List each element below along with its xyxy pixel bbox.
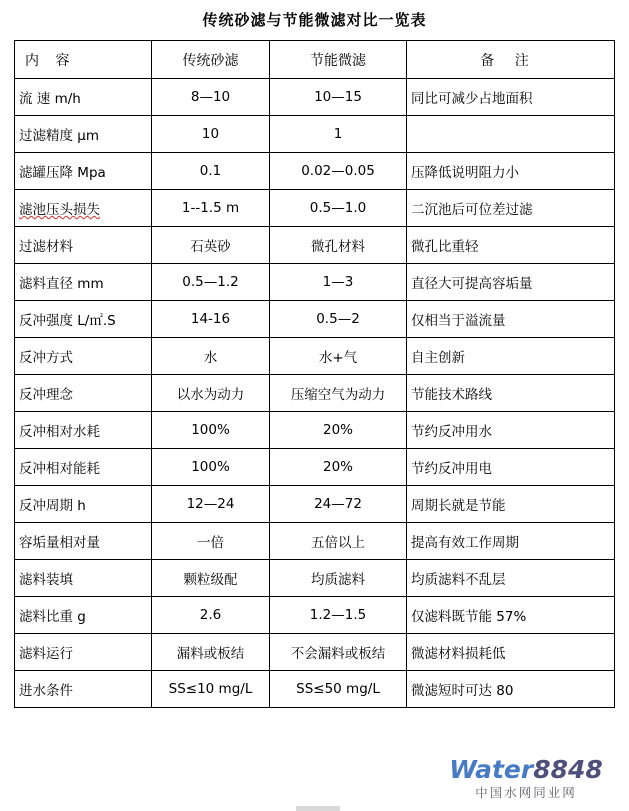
row-remark: 节约反冲用电 <box>407 449 615 486</box>
row-remark: 压降低说明阻力小 <box>407 153 615 190</box>
row-remark: 微滤材料损耗低 <box>407 634 615 671</box>
row-value-microfilter: 1 <box>270 116 407 153</box>
table-row <box>15 449 615 486</box>
row-value-microfilter: 0.02—0.05 <box>270 153 407 190</box>
row-label: 反冲相对水耗 <box>15 412 152 449</box>
table-row <box>15 486 615 523</box>
table-row <box>15 190 615 227</box>
watermark-logo-number: 8848 <box>533 755 603 784</box>
row-value-traditional: 14-16 <box>152 301 270 338</box>
row-value-microfilter: 20% <box>270 412 407 449</box>
row-label: 滤池压头损失 <box>15 190 152 227</box>
bottom-tab-marker <box>296 806 340 811</box>
table-row <box>15 338 615 375</box>
row-value-traditional: 0.5—1.2 <box>152 264 270 301</box>
watermark-logo <box>431 757 621 782</box>
row-value-microfilter: 1.2—1.5 <box>270 597 407 634</box>
row-value-microfilter: 0.5—2 <box>270 301 407 338</box>
watermark <box>431 757 621 801</box>
row-remark <box>407 116 615 153</box>
row-value-traditional: 2.6 <box>152 597 270 634</box>
row-value-microfilter: 10—15 <box>270 79 407 116</box>
row-label: 容垢量相对量 <box>15 523 152 560</box>
row-value-microfilter: SS≤50 mg/L <box>270 671 407 708</box>
row-label: 滤料比重 g <box>15 597 152 634</box>
table-row <box>15 301 615 338</box>
row-value-traditional: 12—24 <box>152 486 270 523</box>
row-value-traditional: 100% <box>152 449 270 486</box>
table-row <box>15 79 615 116</box>
table-row <box>15 227 615 264</box>
row-value-traditional: 漏料或板结 <box>152 634 270 671</box>
watermark-subtitle: 中国水网同业网 <box>475 785 577 800</box>
row-label: 反冲强度 L/㎡.S <box>15 301 152 338</box>
row-label: 滤罐压降 Mpa <box>15 153 152 190</box>
table-row <box>15 412 615 449</box>
table-row <box>15 597 615 634</box>
row-label: 反冲理念 <box>15 375 152 412</box>
row-value-microfilter: 不会漏料或板结 <box>270 634 407 671</box>
watermark-logo-word: Water <box>449 755 534 784</box>
row-label: 过滤材料 <box>15 227 152 264</box>
table-row <box>15 634 615 671</box>
row-label: 滤料装填 <box>15 560 152 597</box>
row-label: 滤料直径 mm <box>15 264 152 301</box>
header-cell-remarks: 备 注 <box>407 41 615 79</box>
table-row <box>15 153 615 190</box>
row-value-microfilter: 1—3 <box>270 264 407 301</box>
row-value-microfilter: 微孔材料 <box>270 227 407 264</box>
row-remark: 提高有效工作周期 <box>407 523 615 560</box>
row-value-microfilter: 0.5—1.0 <box>270 190 407 227</box>
row-value-microfilter: 水+气 <box>270 338 407 375</box>
row-value-traditional: 石英砂 <box>152 227 270 264</box>
row-remark: 直径大可提高容垢量 <box>407 264 615 301</box>
row-value-traditional: SS≤10 mg/L <box>152 671 270 708</box>
row-value-traditional: 10 <box>152 116 270 153</box>
table-row <box>15 375 615 412</box>
row-label: 流 速 m/h <box>15 79 152 116</box>
row-remark: 二沉池后可位差过滤 <box>407 190 615 227</box>
header-cell-traditional: 传统砂滤 <box>152 41 270 79</box>
table-header-row <box>15 41 615 79</box>
row-label: 反冲方式 <box>15 338 152 375</box>
row-value-traditional: 水 <box>152 338 270 375</box>
row-value-microfilter: 24—72 <box>270 486 407 523</box>
row-remark: 微孔比重轻 <box>407 227 615 264</box>
header-cell-content: 内 容 <box>15 41 152 79</box>
header-cell-microfilter: 节能微滤 <box>270 41 407 79</box>
comparison-table <box>14 40 615 708</box>
table-body <box>15 41 615 708</box>
row-value-traditional: 8—10 <box>152 79 270 116</box>
row-remark: 同比可减少占地面积 <box>407 79 615 116</box>
row-remark: 仅滤料既节能 57% <box>407 597 615 634</box>
row-label: 过滤精度 μm <box>15 116 152 153</box>
row-remark: 节约反冲用水 <box>407 412 615 449</box>
row-value-microfilter: 五倍以上 <box>270 523 407 560</box>
table-row <box>15 116 615 153</box>
row-remark: 节能技术路线 <box>407 375 615 412</box>
row-value-traditional: 一倍 <box>152 523 270 560</box>
row-value-traditional: 0.1 <box>152 153 270 190</box>
row-value-microfilter: 均质滤料 <box>270 560 407 597</box>
row-value-traditional: 1--1.5 m <box>152 190 270 227</box>
table-row <box>15 671 615 708</box>
row-label: 进水条件 <box>15 671 152 708</box>
row-remark: 周期长就是节能 <box>407 486 615 523</box>
row-label: 反冲相对能耗 <box>15 449 152 486</box>
page-title: 传统砂滤与节能微滤对比一览表 <box>202 11 427 29</box>
row-value-microfilter: 20% <box>270 449 407 486</box>
row-label: 反冲周期 h <box>15 486 152 523</box>
row-label: 滤料运行 <box>15 634 152 671</box>
row-value-traditional: 100% <box>152 412 270 449</box>
row-remark: 均质滤料不乱层 <box>407 560 615 597</box>
table-row <box>15 264 615 301</box>
table-row <box>15 523 615 560</box>
row-remark: 微滤短时可达 80 <box>407 671 615 708</box>
row-remark: 自主创新 <box>407 338 615 375</box>
row-value-microfilter: 压缩空气为动力 <box>270 375 407 412</box>
table-row <box>15 560 615 597</box>
row-value-traditional: 颗粒级配 <box>152 560 270 597</box>
row-remark: 仅相当于溢流量 <box>407 301 615 338</box>
row-value-traditional: 以水为动力 <box>152 375 270 412</box>
